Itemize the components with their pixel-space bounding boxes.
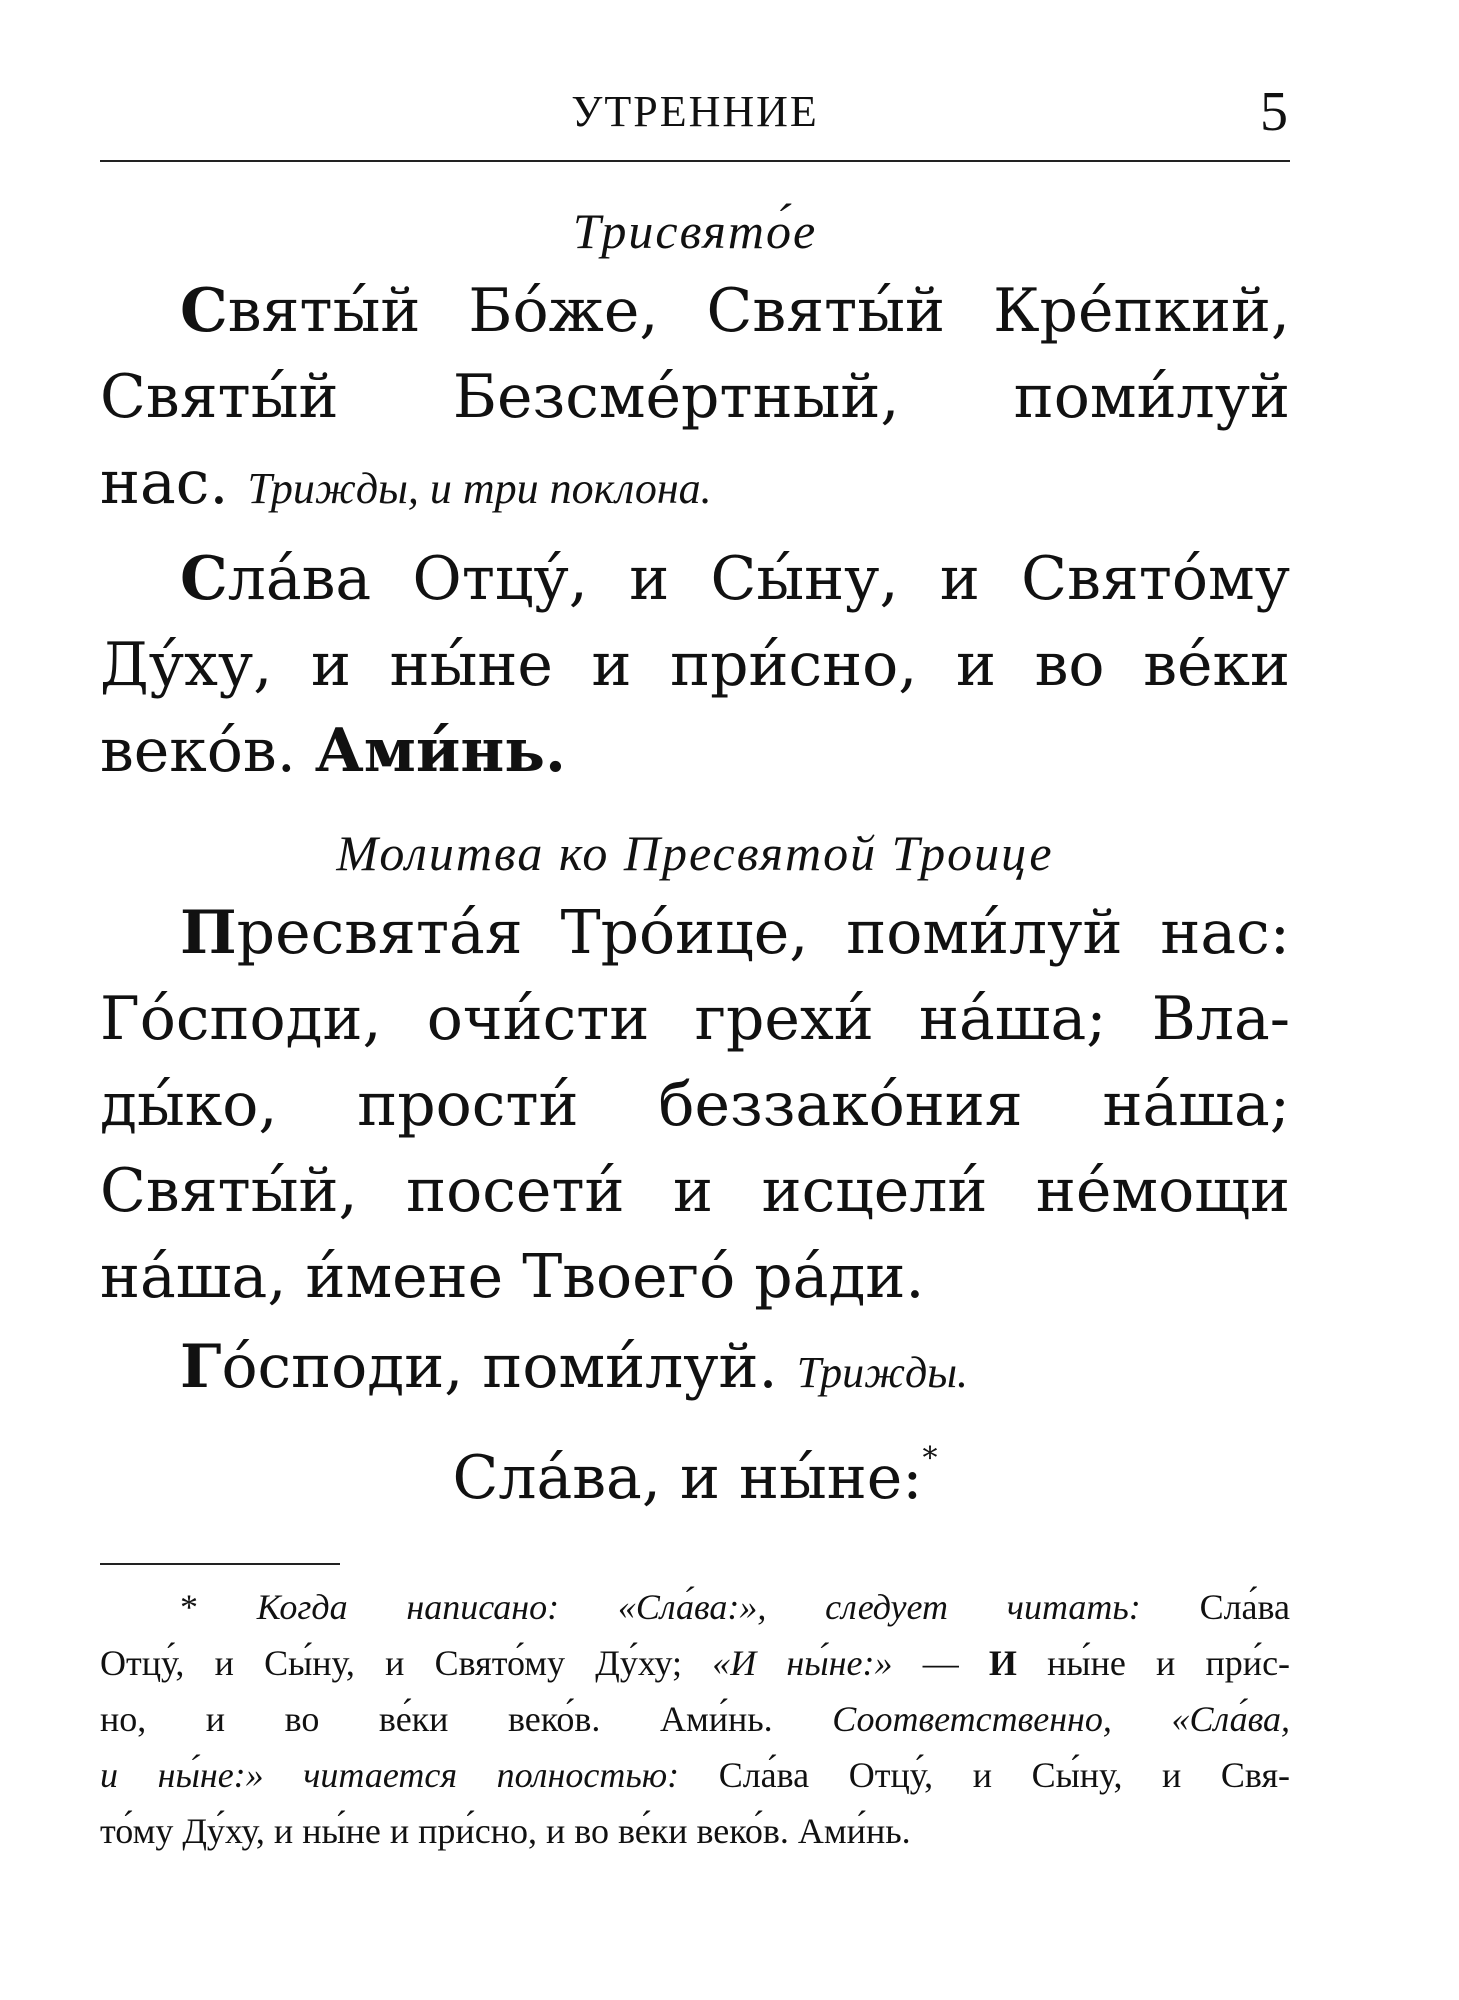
- footnote-text: Отцу́, и Сы́ну, и Свято́му Ду́ху;: [100, 1643, 682, 1683]
- footnote-line: [100, 1747, 1290, 1803]
- footnote-text: Сла́ва: [1199, 1587, 1291, 1627]
- amen-bold: Ами́нь.: [314, 716, 566, 786]
- footnote-italic: и ны́не:» читается полностью:: [100, 1755, 680, 1795]
- drop-letter: С: [180, 276, 228, 346]
- prayer-line: Святы́й Безсме́ртный, поми́луй: [100, 362, 1290, 432]
- drop-letter: П: [180, 898, 237, 968]
- section-heading-trinity: Молитва ко Пресвятой Троице: [336, 825, 1054, 881]
- book-page: [100, 80, 1290, 1859]
- rubric-note: Трижды.: [796, 1348, 969, 1397]
- prayer-text: ресвята́я Тро́ице, поми́луй нас:: [236, 898, 1290, 968]
- footnote-text: ны́не и при́с-: [1047, 1643, 1291, 1683]
- page-header: [100, 80, 1290, 162]
- prayer-line: Го́споди, очи́сти грехи́ на́ша; Вла-: [100, 984, 1290, 1054]
- section-heading-trisagion: Трисвято́е: [572, 203, 818, 259]
- prayer-line: [100, 890, 1290, 976]
- footnote-bold: И: [988, 1643, 1017, 1683]
- footnote-divider: [100, 1563, 340, 1565]
- footnote-text: Сла́ва Отцу́, и Сы́ну, и Свя-: [718, 1755, 1290, 1795]
- footnote-asterisk: *: [180, 1587, 198, 1627]
- prayer-line: [100, 1416, 1290, 1521]
- prayer-line: Ду́ху, и ны́не и при́сно, и во ве́ки: [100, 630, 1290, 700]
- footnote-line: [100, 1579, 1290, 1635]
- prayer-text: вяты́й Бо́же, Святы́й Кре́пкий,: [227, 276, 1290, 346]
- footnote-dash: —: [922, 1643, 959, 1683]
- prayer-line: [100, 536, 1290, 622]
- prayer-text: нас.: [100, 448, 229, 518]
- rubric-note: Трижды, и три поклона.: [247, 464, 712, 513]
- prayer-text: Сла́ва, и ны́не:: [452, 1443, 923, 1513]
- footnote-text: но, и во ве́ки веко́в. Ами́нь.: [100, 1699, 773, 1739]
- prayer-line: [100, 1324, 1290, 1416]
- prayer-line: [100, 440, 1290, 532]
- footnote-line: [100, 1635, 1290, 1691]
- drop-letter: С: [180, 544, 228, 614]
- drop-letter: Г: [180, 1332, 222, 1402]
- prayer-line: ды́ко, прости́ беззако́ния на́ша;: [100, 1070, 1290, 1140]
- footnote-line: [100, 1803, 1290, 1859]
- footnote-italic: Когда написано: «Сла́ва:», следует читать:: [256, 1587, 1141, 1627]
- prayer-text: о́споди, поми́луй.: [221, 1332, 778, 1402]
- prayer-line: на́ша, и́мене Твоего́ ра́ди.: [100, 1242, 925, 1312]
- footnote-text: то́му Ду́ху, и ны́не и при́сно, и во ве́ки веко́в. Ами́нь.: [100, 1811, 911, 1851]
- footnote-marker: *: [922, 1441, 938, 1476]
- running-title: УТРЕННИЕ: [571, 87, 819, 136]
- prayer-text: веко́в.: [100, 716, 296, 786]
- footnote: [100, 1579, 1290, 1859]
- prayer-line: [100, 708, 1290, 794]
- footnote-line: [100, 1691, 1290, 1747]
- footnote-italic: Соответственно, «Сла́ва,: [832, 1699, 1290, 1739]
- prayer-text: ла́ва Отцу́, и Сы́ну, и Свято́му: [227, 544, 1290, 614]
- page-number: 5: [1260, 81, 1288, 143]
- prayer-line: [100, 268, 1290, 354]
- prayer-line: Святы́й, посети́ и исцели́ не́мощи: [100, 1156, 1290, 1226]
- footnote-italic: «И ны́не:»: [712, 1643, 893, 1683]
